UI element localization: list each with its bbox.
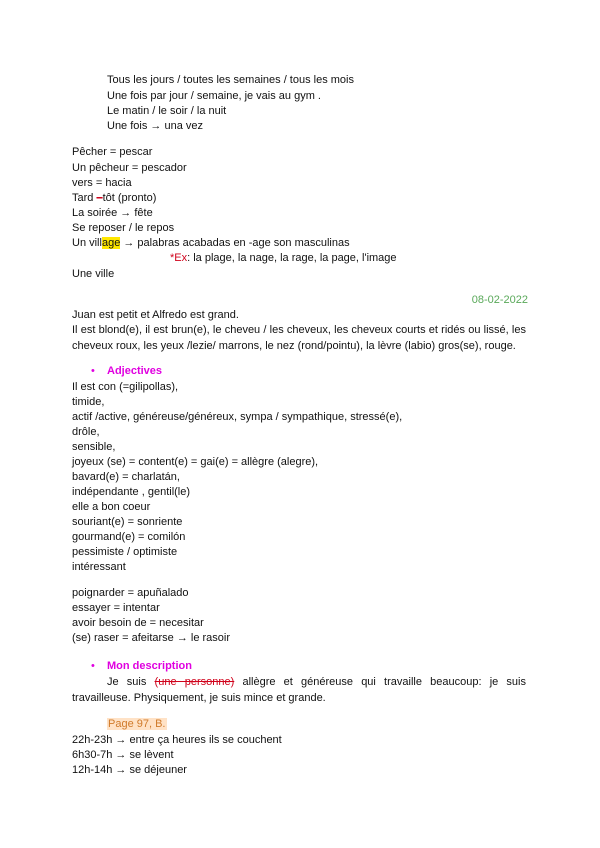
page-reference: [107, 716, 167, 732]
intro-line: Le matin / le soir / la nuit: [107, 105, 227, 117]
vocab-line: Une ville: [72, 268, 115, 280]
mon-rest: allègre et généreuse qui travaille beaucoup: je suis travailleuse. Physiquement, je suis mince et grande.: [72, 676, 526, 704]
mon-strike: (une personne): [154, 676, 235, 688]
tard-rest: tôt (pronto): [102, 192, 157, 204]
verb-line: (se) raser = afeitarse → le rasoir: [72, 632, 231, 644]
vocab-line: Se reposer / le repos: [72, 222, 175, 234]
adjective-line: Il est con (=gilipollas),: [72, 381, 179, 393]
village-text: Un vill: [72, 237, 102, 249]
vocab-line-tard: [72, 190, 156, 206]
description-line: Juan est petit et Alfredo est grand.: [72, 309, 239, 321]
adjective-line: drôle,: [72, 426, 100, 438]
bullet-icon: •: [91, 660, 95, 672]
mon-description-heading: Mon description: [107, 660, 192, 672]
village-rest: → palabras acabadas en -age son masculinas: [120, 237, 350, 249]
intro-line: Une fois → una vez: [107, 120, 203, 132]
mon-text: Je suis: [107, 676, 155, 688]
adjective-line: souriant(e) = sonriente: [72, 516, 183, 528]
date-label: 08-02-2022: [471, 294, 528, 306]
schedule-line: 22h-23h → entre ça heures ils se couchent: [72, 734, 282, 746]
example-text: : la plage, la nage, la rage, la page, l'image: [187, 252, 397, 264]
adjective-line: joyeux (se) = content(e) = gai(e) = allègre (alegre),: [72, 456, 319, 468]
adjective-line: actif /active, généreuse/généreux, sympa / sympathique, stressé(e),: [72, 411, 403, 423]
adjective-line: intéressant: [72, 561, 126, 573]
adjective-line: pessimiste / optimiste: [72, 546, 178, 558]
adjective-line: gourmand(e) = comilón: [72, 531, 186, 543]
tard-strike: –: [96, 192, 103, 204]
tard-text: Tard: [72, 192, 97, 204]
adjective-line: sensible,: [72, 441, 116, 453]
schedule-line: 12h-14h → se déjeuner: [72, 764, 187, 776]
vocab-line: Pêcher = pescar: [72, 146, 153, 158]
mon-description-paragraph: [72, 674, 526, 706]
adjective-line: bavard(e) = charlatán,: [72, 471, 180, 483]
village-highlight: age: [101, 237, 121, 249]
vocab-line-village: [72, 235, 350, 251]
adjective-line: indépendante , gentil(le): [72, 486, 191, 498]
intro-line: Une fois par jour / semaine, je vais au gym .: [107, 90, 321, 102]
intro-line: Tous les jours / toutes les semaines / tous les mois: [107, 74, 354, 86]
schedule-line: 6h30-7h → se lèvent: [72, 749, 174, 761]
page-reference-text: Page 97, B.: [108, 718, 166, 730]
description-paragraph: Il est blond(e), il est brun(e), le cheveu / les cheveux, les cheveux courts et ridés ou lissé, les cheveux roux, les yeux /lezie/ marrons, le nez (rond/pointu), la lèvre (labio) gros(se), rouge.: [72, 324, 526, 352]
vocab-line: Un pêcheur = pescador: [72, 162, 187, 174]
verb-line: avoir besoin de = necesitar: [72, 617, 204, 629]
adjectives-heading: Adjectives: [107, 365, 163, 377]
example-line: [170, 250, 397, 266]
verb-line: poignarder = apuñalado: [72, 587, 189, 599]
bullet-icon: •: [91, 365, 95, 377]
verb-line: essayer = intentar: [72, 602, 160, 614]
adjective-line: elle a bon coeur: [72, 501, 151, 513]
vocab-line: vers = hacia: [72, 177, 132, 189]
vocab-line: La soirée → fête: [72, 207, 153, 219]
adjective-line: timide,: [72, 396, 105, 408]
example-mark: *Ex: [170, 252, 188, 264]
